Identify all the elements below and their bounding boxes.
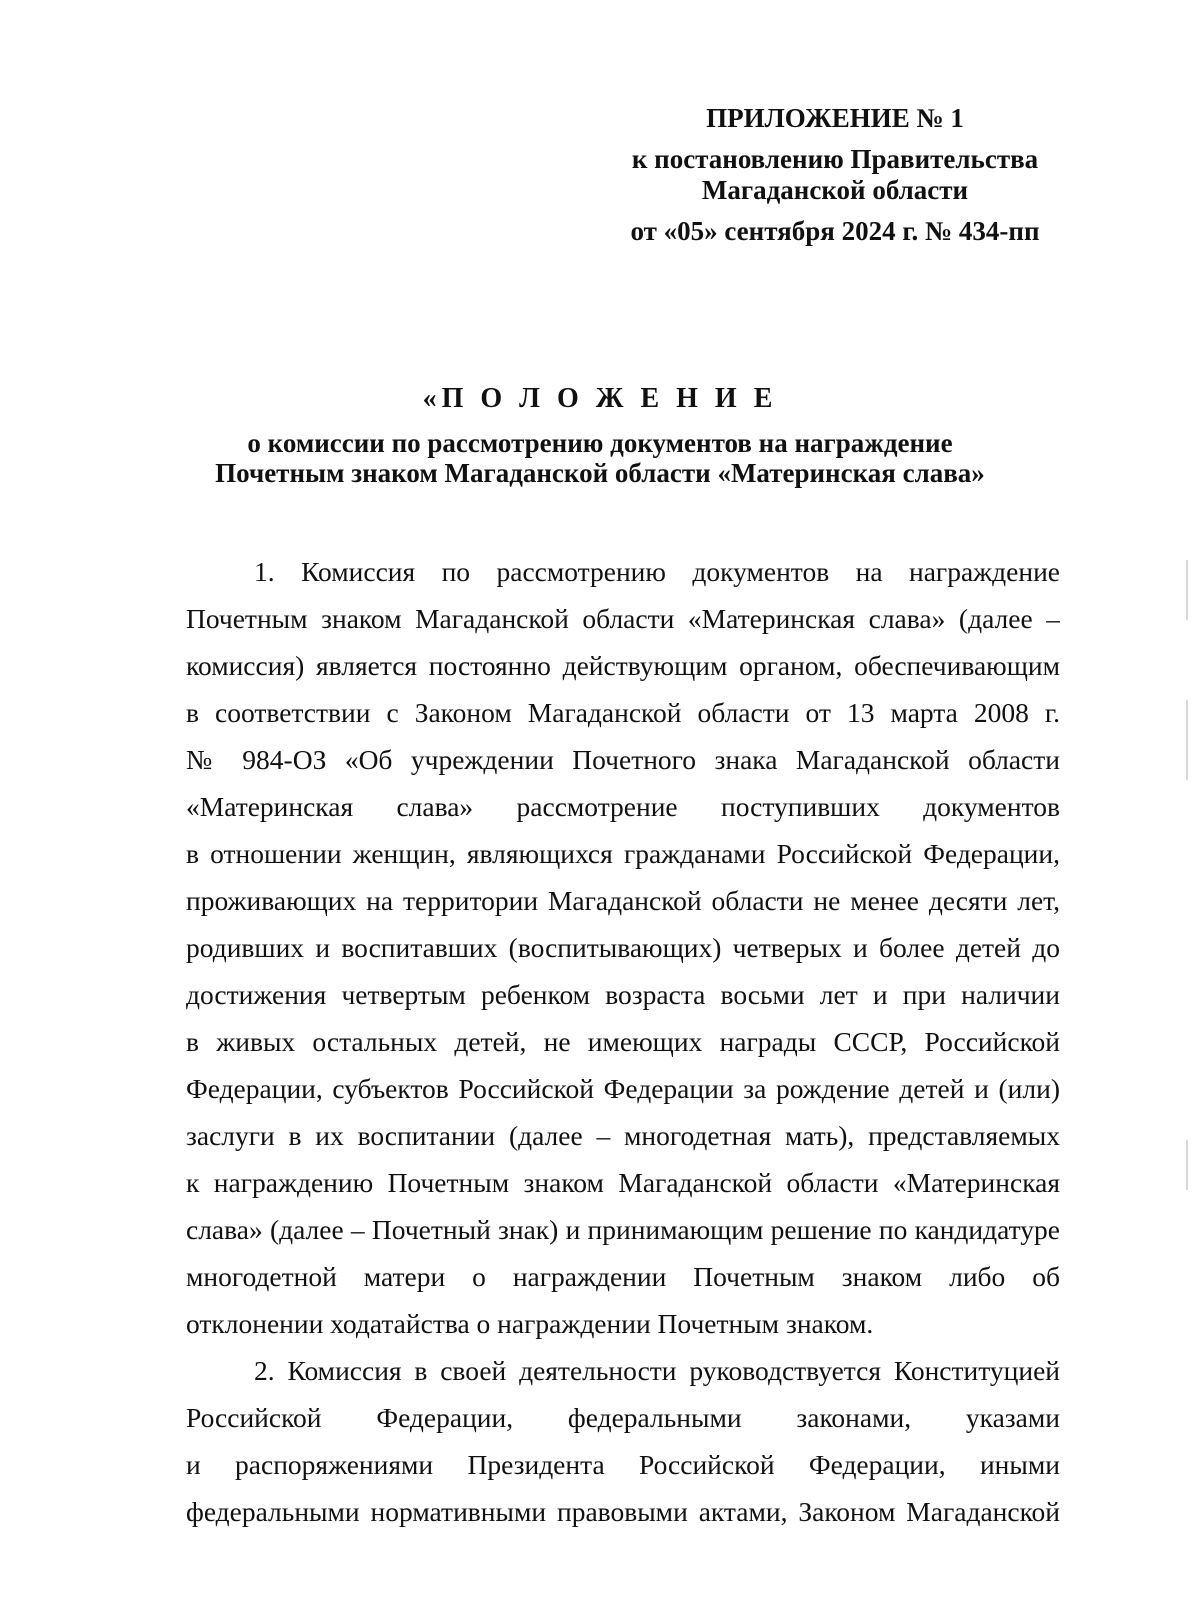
document-subtitle-line-1: о комиссии по рассмотрению документов на награждение xyxy=(247,428,953,458)
appendix-date-line: от «05» сентября 2024 г. № 434-пп xyxy=(630,216,1040,246)
paragraph-line: 2. Комиссия в своей деятельности руководствуется Конституцией xyxy=(254,1355,1060,1386)
paragraph-line: достижения четвертым ребенком возраста восьми лет и при наличии xyxy=(186,979,1060,1010)
paragraph-line: в соответствии с Законом Магаданской области от 13 марта 2008 г. xyxy=(186,697,1060,728)
document-subtitle-line-2: Почетным знаком Магаданской области «Материнская слава» xyxy=(215,458,985,488)
paragraph-line: «Материнская слава» рассмотрение поступивших документов xyxy=(186,791,1060,822)
paragraph-line: Российской Федерации, федеральными законами, указами xyxy=(186,1402,1060,1433)
paragraph-1 xyxy=(186,548,1060,1347)
document-heading xyxy=(140,382,1060,488)
paragraph-line: слава» (далее – Почетный знак) и принимающим решение по кандидатуре xyxy=(186,1214,1060,1245)
paragraph-line: и распоряжениями Президента Российской Федерации, иными xyxy=(186,1449,1060,1480)
appendix-reference-line-2: Магаданской области xyxy=(701,175,969,205)
paragraph-line: Федерации, субъектов Российской Федерации за рождение детей и (или) xyxy=(186,1073,1060,1104)
scan-artifact xyxy=(1186,1140,1188,1190)
paragraph-line: 1. Комиссия по рассмотрению документов на награждение xyxy=(254,556,1060,587)
appendix-reference-line-1: к постановлению Правительства xyxy=(631,144,1039,174)
paragraph-line: комиссия) является постоянно действующим органом, обеспечивающим xyxy=(186,650,1060,681)
document-body xyxy=(186,548,1060,1535)
paragraph-line: родивших и воспитавших (воспитывающих) четверых и более детей до xyxy=(186,932,1060,963)
paragraph-line: федеральными нормативными правовыми актами, Законом Магаданской xyxy=(186,1496,1060,1527)
paragraph-line: № 984-ОЗ «Об учреждении Почетного знака Магаданской области xyxy=(186,744,1060,775)
appendix-number: ПРИЛОЖЕНИЕ № 1 xyxy=(706,103,964,133)
paragraph-line: заслуги в их воспитании (далее – многодетная мать), представляемых xyxy=(186,1120,1060,1151)
paragraph-line: в отношении женщин, являющихся гражданами Российской Федерации, xyxy=(186,838,1060,869)
appendix-block xyxy=(600,103,1070,247)
scan-artifact xyxy=(1186,700,1188,780)
paragraph-line: проживающих на территории Магаданской области не менее десяти лет, xyxy=(186,885,1060,916)
paragraph-line: к награждению Почетным знаком Магаданской области «Материнская xyxy=(186,1167,1060,1198)
paragraph-2 xyxy=(186,1347,1060,1535)
paragraph-line: Почетным знаком Магаданской области «Материнская слава» (далее – xyxy=(186,603,1060,634)
paragraph-line: отклонении ходатайства о награждении Почетным знаком. xyxy=(186,1308,874,1339)
document-title: «П О Л О Ж Е Н И Е xyxy=(422,383,778,414)
scan-artifact xyxy=(1186,560,1188,620)
paragraph-line: в живых остальных детей, не имеющих награды СССР, Российской xyxy=(186,1026,1060,1057)
paragraph-line: многодетной матери о награждении Почетным знаком либо об xyxy=(186,1261,1060,1292)
